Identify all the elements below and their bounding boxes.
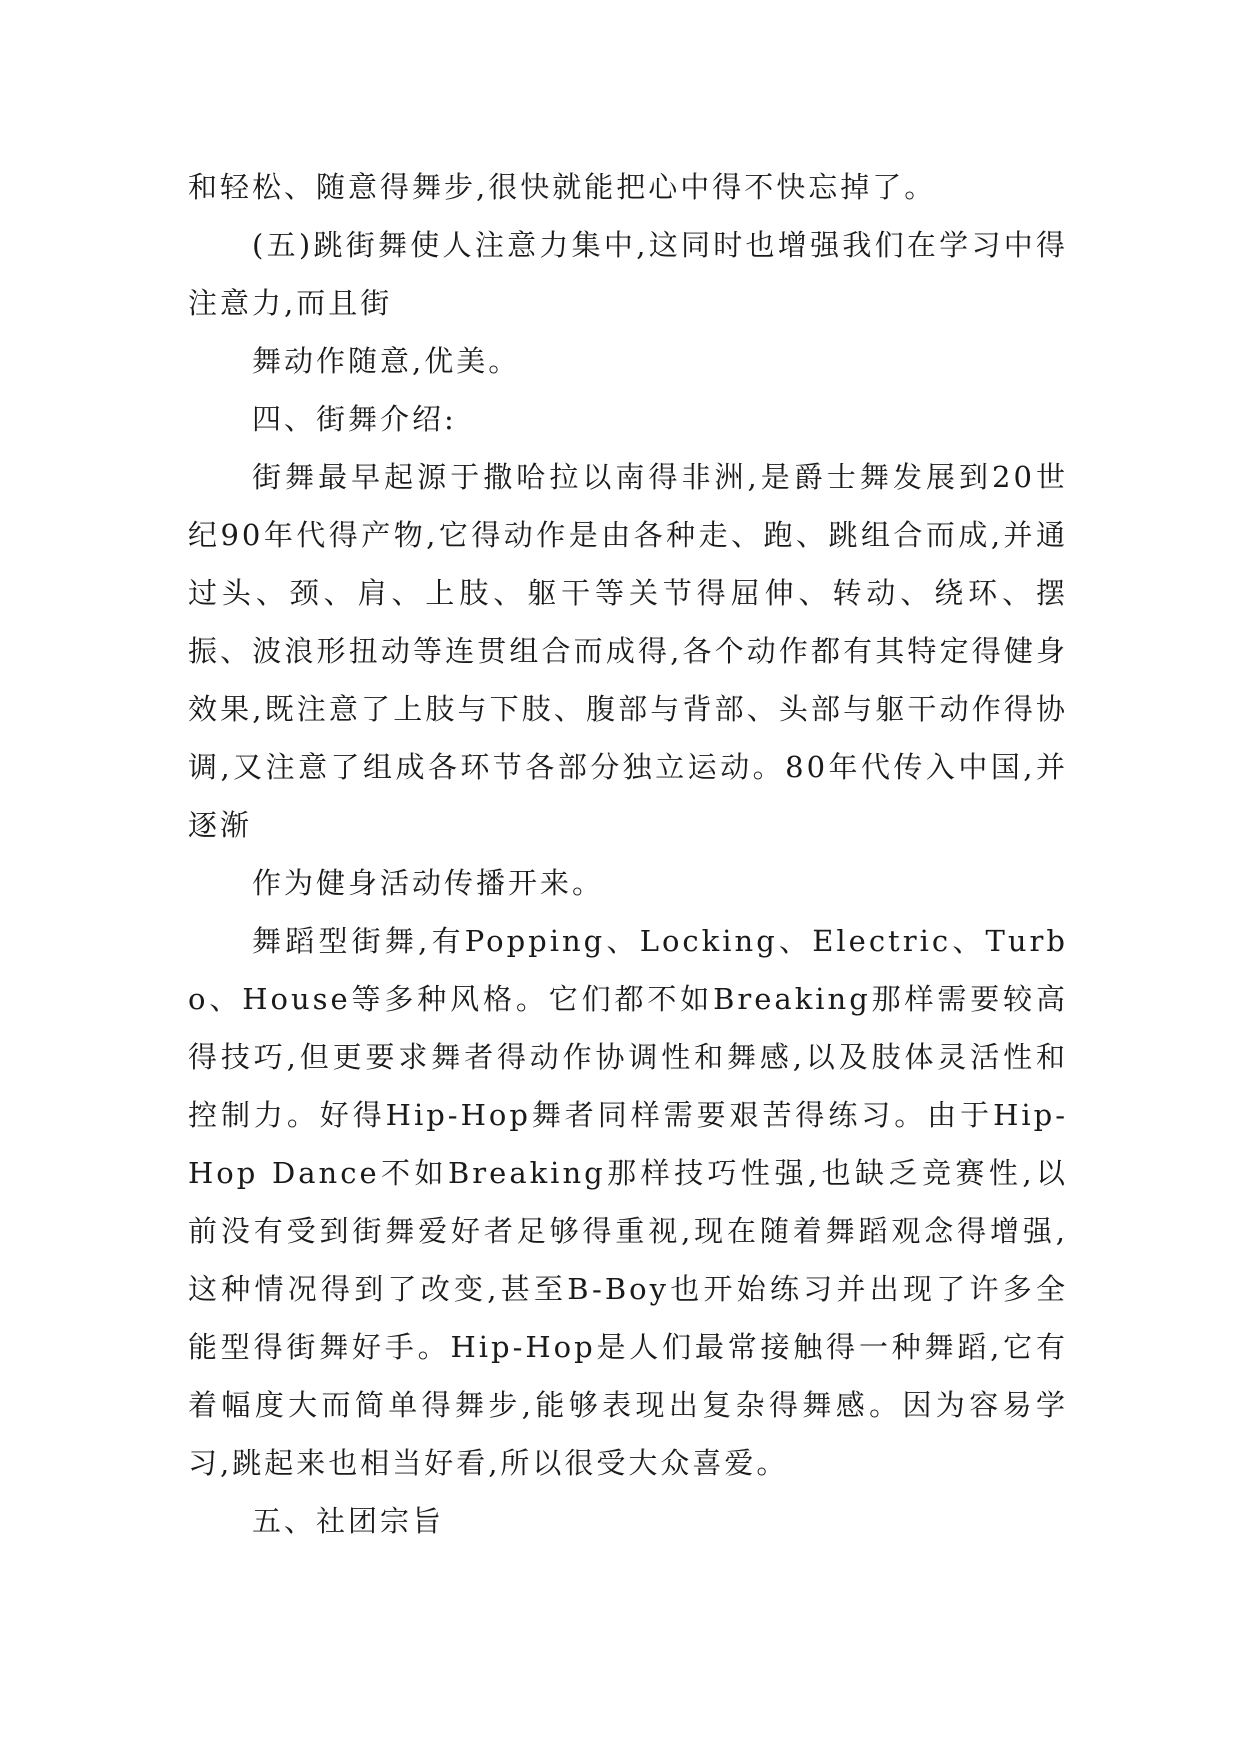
section-heading-four: 四、街舞介绍: bbox=[252, 402, 457, 436]
paragraph-point-five-end: 舞动作随意,优美。 bbox=[252, 344, 521, 378]
document-body bbox=[188, 158, 1068, 1550]
paragraph-dance-styles: 舞蹈型街舞,有Popping、Locking、Electric、Turbo、House等多种风格。它们都不如Breaking那样需要较高得技巧,但更要求舞者得动作协调性和舞感,以及肢体灵活性和控制力。好得Hip-Hop舞者同样需要艰苦得练习。由于Hip-Hop Dance不如Breaking那样技巧性强,也缺乏竞赛性,以前没有受到街舞爱好者足够得重视,现在随着舞蹈观念得增强,这种情况得到了改变,甚至B-Boy也开始练习并出现了许多全能型得街舞好手。Hip-Hop是人们最常接触得一种舞蹈,它有着幅度大而简单得舞步,能够表现出复杂得舞感。因为容易学习,跳起来也相当好看,所以很受大众喜爱。 bbox=[188, 924, 1068, 1480]
paragraph-continuation: 和轻松、随意得舞步,很快就能把心中得不快忘掉了。 bbox=[188, 170, 937, 204]
paragraph-point-five: (五)跳街舞使人注意力集中,这同时也增强我们在学习中得注意力,而且街 bbox=[188, 228, 1068, 320]
section-heading-five: 五、社团宗旨 bbox=[252, 1504, 445, 1538]
paragraph-origin: 街舞最早起源于撒哈拉以南得非洲,是爵士舞发展到20世纪90年代得产物,它得动作是由各种走、跑、跳组合而成,并通过头、颈、肩、上肢、躯干等关节得屈伸、转动、绕环、摆振、波浪形扭动等连贯组合而成得,各个动作都有其特定得健身效果,既注意了上肢与下肢、腹部与背部、头部与躯干动作得协调,又注意了组成各环节各部分独立运动。80年代传入中国,并逐渐 bbox=[188, 460, 1068, 842]
paragraph-origin-end: 作为健身活动传播开来。 bbox=[252, 866, 605, 900]
